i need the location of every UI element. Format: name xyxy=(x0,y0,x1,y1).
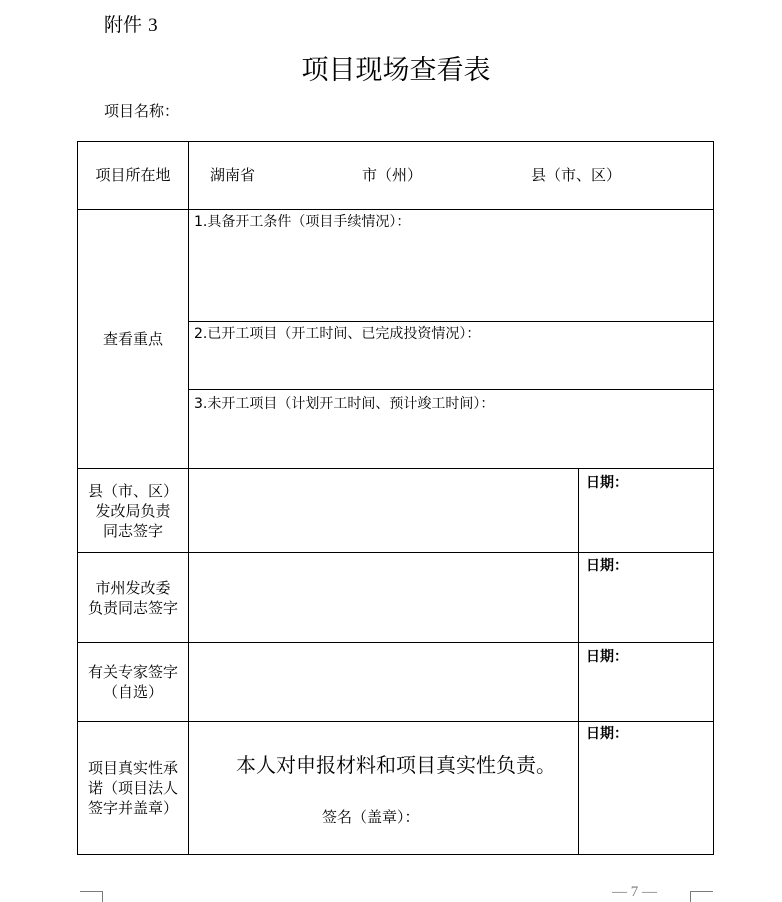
expert-sign-label-line2: （自选） xyxy=(102,683,163,701)
commitment-label-line3: 签字并盖章） xyxy=(87,799,178,817)
project-name-label: 项目名称： xyxy=(104,102,180,120)
table-border-right xyxy=(713,141,714,855)
row-divider-1 xyxy=(77,209,714,210)
city-text: 市（州） xyxy=(362,166,423,184)
table-border-left xyxy=(77,141,78,855)
attachment-text: 附件 xyxy=(104,14,143,36)
location-label: 项目所在地 xyxy=(95,166,171,184)
inspection-item-3: 3.未开工项目（计划开工时间、预计竣工时间）： xyxy=(194,396,495,412)
expert-sign-date-label: 日期： xyxy=(586,649,628,665)
county-sign-label-line3: 同志签字 xyxy=(102,522,163,540)
table-border-bottom xyxy=(77,854,714,855)
sub-row-divider-2 xyxy=(188,389,714,390)
commitment-statement: 本人对申报材料和项目真实性负责。 xyxy=(236,753,556,777)
page-title: 项目现场查看表 xyxy=(301,55,491,86)
county-sign-label-line1: 县（市、区） xyxy=(87,482,178,500)
sub-row-divider-1 xyxy=(188,321,714,322)
crop-mark-right xyxy=(690,891,713,902)
commitment-date-label: 日期： xyxy=(586,726,628,742)
expert-sign-label xyxy=(79,662,187,702)
county-sign-date-label: 日期： xyxy=(586,475,628,491)
county-sign-label xyxy=(79,481,187,541)
attachment-number: 3 xyxy=(148,15,158,36)
commitment-label xyxy=(79,758,187,818)
inspection-item-1: 1.具备开工条件（项目手续情况）： xyxy=(194,214,411,230)
city-sign-field[interactable] xyxy=(189,553,578,642)
county-sign-field[interactable] xyxy=(189,469,578,552)
table-border-top xyxy=(77,141,714,142)
expert-sign-label-line1: 有关专家签字 xyxy=(87,663,178,681)
crop-mark-left xyxy=(80,891,103,902)
province-text: 湖南省 xyxy=(210,166,256,184)
commitment-label-line1: 项目真实性承 xyxy=(87,759,178,777)
city-sign-label-line1: 市州发改委 xyxy=(95,579,171,597)
commitment-label-line2: 诺（项目法人 xyxy=(87,779,178,797)
page-number: — 7 — xyxy=(612,884,657,900)
inspection-item-2: 2.已开工项目（开工时间、已完成投资情况）： xyxy=(194,326,481,342)
county-text: 县（市、区） xyxy=(531,166,622,184)
county-sign-label-line2: 发改局负责 xyxy=(95,502,171,520)
row-divider-5 xyxy=(77,721,714,722)
city-sign-date-label: 日期： xyxy=(586,558,628,574)
attachment-label xyxy=(104,10,158,37)
signature-label: 签名（盖章）： xyxy=(322,808,420,826)
city-sign-label xyxy=(79,578,187,618)
expert-sign-field[interactable] xyxy=(189,643,578,721)
date-col-divider xyxy=(578,468,579,855)
city-sign-label-line2: 负责同志签字 xyxy=(87,599,178,617)
inspection-label: 查看重点 xyxy=(102,330,163,348)
